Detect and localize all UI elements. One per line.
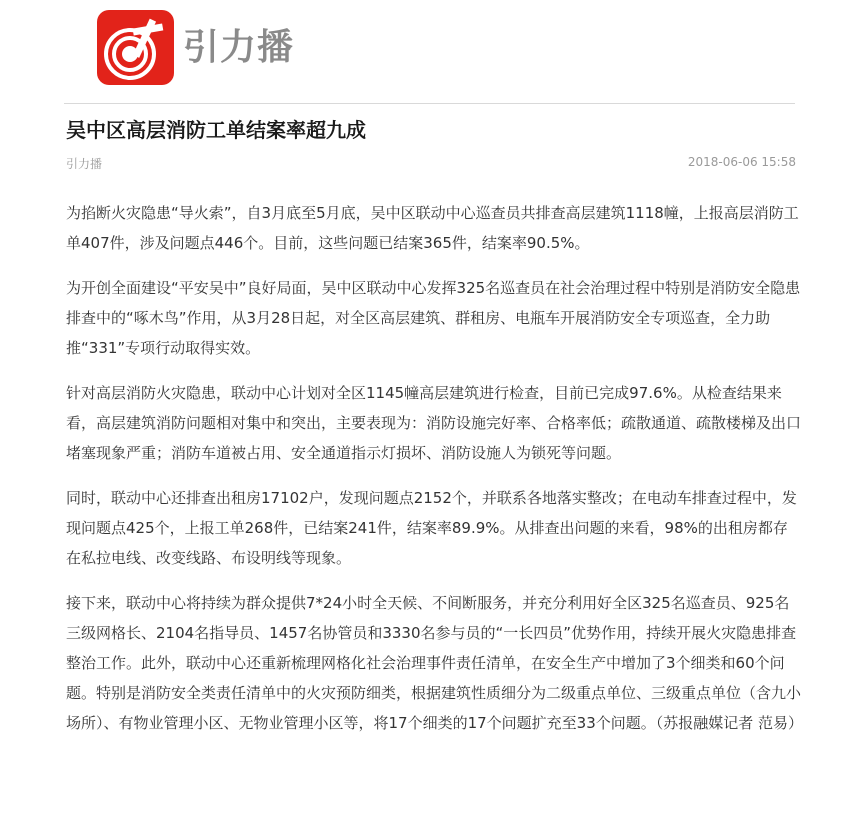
article-paragraph: 为开创全面建设“平安吴中”良好局面，吴中区联动中心发挥325名巡查员在社会治理过程中特别是消防安全隐患排查中的“啄木鸟”作用，从3月28日起，对全区高层建筑、群租房、电瓶车开展消防安全专项巡查，全力助推“331”专项行动取得实效。 [66,279,801,357]
header-divider [64,103,795,104]
article-paragraph: 同时，联动中心还排查出租房17102户，发现问题点2152个，并联系各地落实整改；在电动车排查过程中，发现问题点425个，上报工单268件，已结案241件，结案率89.9%。从排查出问题的来看，98%的出租房都存在私拉电线、改变线路、布设明线等现象。 [66,489,797,567]
article-source[interactable]: 引力播 [66,157,103,171]
article-paragraph: 接下来，联动中心将持续为群众提供7*24小时全天候、不间断服务，并充分利用好全区325名巡查员、925名三级网格长、2104名指导员、1457名协管员和3330名参与员的“一长四员”优势作用，持续开展火灾隐患排查整治工作。此外，联动中心还重新梳理网格化社会治理事件责任清单，在安全生产中增加了3个细类和60个问题。特别是消防安全类责任清单中的火灾预防细类，根据建筑性质细分为二级重点单位、三级重点单位（含九小场所）、有物业管理小区、无物业管理小区等，将17个细类的17个问题扩充至33个问题。（苏报融媒记者 范易） [66,594,804,732]
article-title: 吴中区高层消防工单结案率超九成 [66,118,366,142]
article-datetime: 2018-06-06 15:58 [687,155,796,169]
brand-name: 引力播 [183,26,295,68]
article-paragraph: 为掐断火灾隐患“导火索”，自3月底至5月底，吴中区联动中心巡查员共排查高层建筑1118幢，上报高层消防工单407件，涉及问题点446个。目前，这些问题已结案365件，结案率90.5%。 [66,204,799,252]
site-header [97,10,294,85]
article-body [66,198,802,753]
article-paragraph: 针对高层消防火灾隐患，联动中心计划对全区1145幢高层建筑进行检查，目前已完成97.6%。从检查结果来看，高层建筑消防问题相对集中和突出，主要表现为：消防设施完好率、合格率低；疏散通道、疏散楼梯及出口堵塞现象严重；消防车道被占用、安全通道指示灯损坏、消防设施人为锁死等问题。 [66,384,802,462]
yinlibo-logo-icon[interactable] [97,10,174,85]
article-meta [66,155,796,172]
